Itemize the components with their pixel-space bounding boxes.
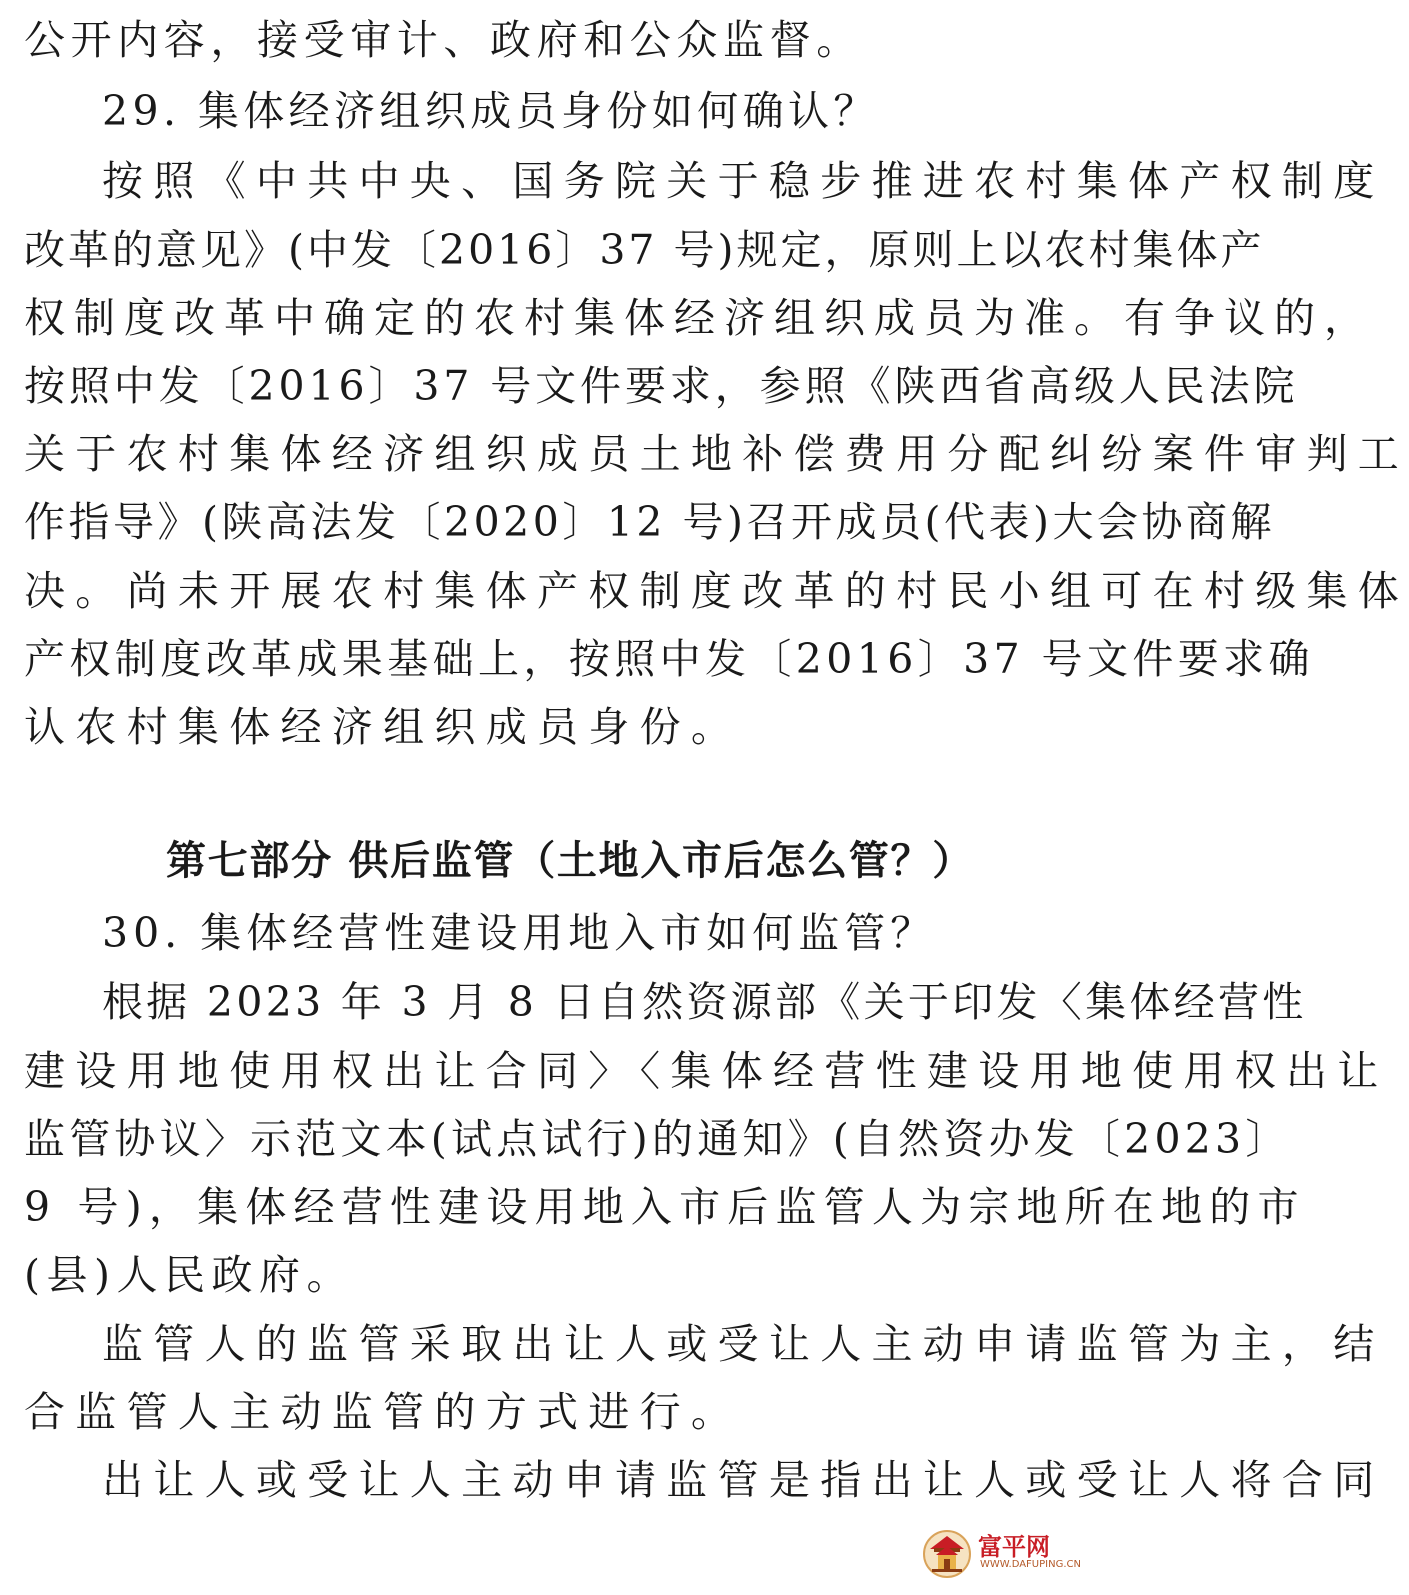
line-text: 按照中发〔2016〕37 号文件要求，参照《陕西省高级人民法院 (24, 362, 1299, 410)
paragraph-line (0, 692, 1080, 762)
line-text: 监管人的监管采取出让人或受让人主动申请监管为主，结 (102, 1320, 1385, 1368)
line-text: 认农村集体经济组织成员身份。 (24, 703, 743, 751)
line-text: 9 号)，集体经营性建设用地入市后监管人为宗地所在地的市 (24, 1183, 1306, 1231)
watermark-name: 富平网 (978, 1533, 1050, 1561)
question-heading (0, 898, 1080, 968)
paragraph-line (0, 215, 1265, 285)
line-text: 改革的意见》(中发〔2016〕37 号)规定，原则上以农村集体产 (24, 226, 1265, 274)
line-text: 作指导》(陕高法发〔2020〕12 号)召开成员(代表)大会协商解 (24, 498, 1276, 546)
watermark-url: WWW.DAFUPING.CN (980, 1559, 1081, 1570)
pavilion-icon (922, 1527, 972, 1579)
paragraph-line (0, 1172, 1306, 1242)
line-text: 30. 集体经营性建设用地入市如何监管？ (102, 909, 937, 957)
line-text: 根据 2023 年 3 月 8 日自然资源部《关于印发〈集体经营性 (102, 978, 1307, 1026)
line-text: 决。尚未开展农村集体产权制度改革的村民小组可在村级集体 (24, 567, 1409, 615)
line-text: 建设用地使用权出让合同〉〈集体经营性建设用地使用权出让 (24, 1047, 1389, 1095)
line-text: 合监管人主动监管的方式进行。 (24, 1388, 743, 1436)
paragraph-line (0, 1240, 1080, 1310)
site-watermark (922, 1525, 1081, 1583)
line-text: 29. 集体经济组织成员身份如何确认？ (102, 87, 879, 135)
line-text: 权制度改革中确定的农村集体经济组织成员为准。有争议的， (24, 294, 1374, 342)
paragraph-line (0, 624, 1314, 694)
line-text: 按照《中共中央、国务院关于稳步推进农村集体产权制度 (102, 157, 1385, 205)
line-text: 公开内容，接受审计、政府和公众监督。 (24, 16, 863, 64)
line-text: 产权制度改革成果基础上，按照中发〔2016〕37 号文件要求确 (24, 635, 1314, 683)
line-text: 出让人或受让人主动申请监管是指出让人或受让人将合同 (102, 1456, 1385, 1504)
paragraph-line (0, 487, 1276, 557)
line-text: 监管协议〉示范文本(试点试行)的通知》(自然资办发〔2023〕 (24, 1115, 1291, 1163)
paragraph-line (0, 351, 1299, 421)
line-text: 关于农村集体经济组织成员土地补偿费用分配纠纷案件审判工 (24, 430, 1409, 478)
section-title: 第七部分 供后监管（土地入市后怎么管？） (166, 838, 974, 884)
paragraph-line (0, 1104, 1291, 1174)
paragraph-line (0, 1309, 1385, 1379)
paragraph-line (0, 967, 1307, 1037)
paragraph-line (0, 5, 1080, 75)
paragraph-line (0, 1377, 1080, 1447)
paragraph-line (0, 1445, 1385, 1515)
line-text: (县)人民政府。 (24, 1251, 354, 1299)
paragraph-line (0, 146, 1385, 216)
question-heading (0, 76, 1080, 146)
paragraph-line (0, 419, 1409, 489)
paragraph-line (0, 1036, 1389, 1106)
paragraph-line (0, 283, 1374, 353)
paragraph-line (0, 556, 1409, 626)
section-heading (0, 826, 1080, 896)
